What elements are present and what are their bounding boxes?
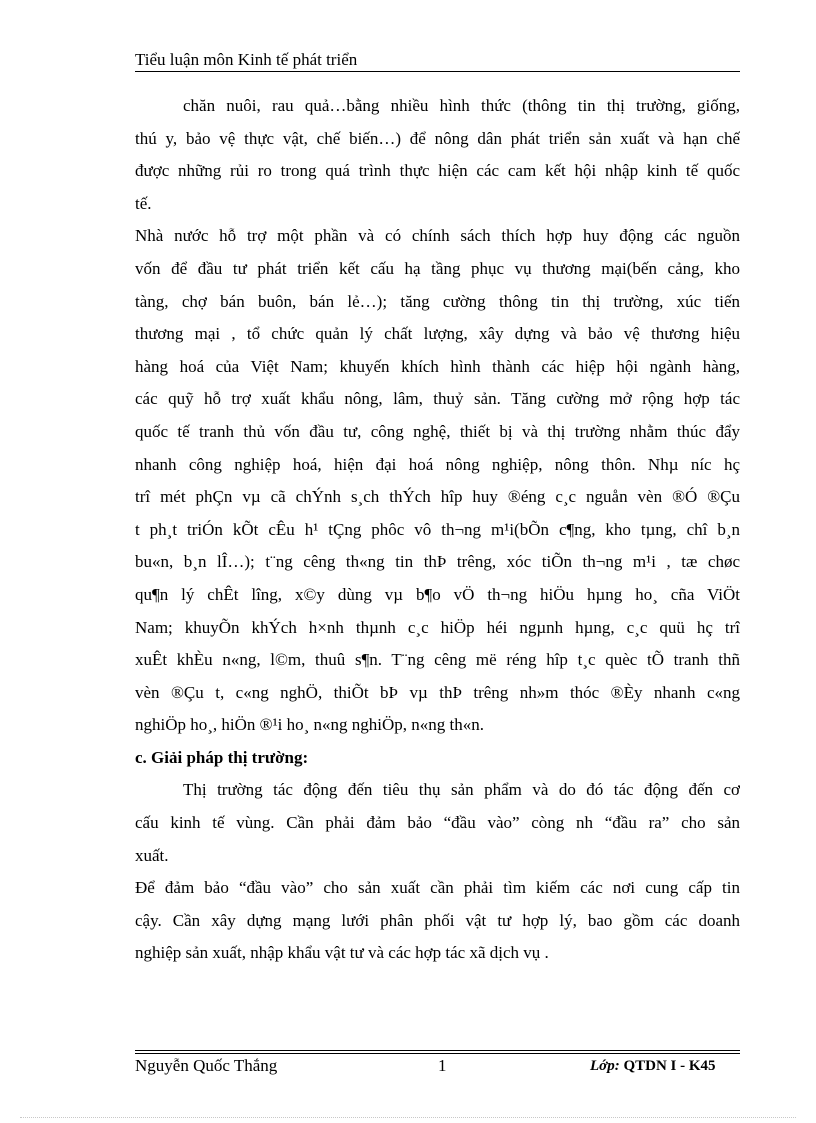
paragraph-line: Để đảm bảo “đầu vào” cho sản xuất cần phải tìm kiếm các nơi cung cấp tin bbox=[135, 878, 740, 898]
paragraph-line: nghiệp sản xuất, nhập khẩu vật tư và các hợp tác xã dịch vụ . bbox=[135, 943, 549, 963]
footer-class bbox=[590, 1056, 716, 1076]
paragraph-line: nghiÖp ho¸, hiÖn ®¹i ho¸ n«ng nghiÖp, n«ng th«n. bbox=[135, 715, 485, 735]
paragraph-line: trî mét phÇn vµ cã chÝnh s¸ch thÝch hîp huy ®éng c¸c nguån vèn ®Ó ®Çu bbox=[135, 487, 740, 507]
paragraph-line: cấu kinh tế vùng. Cần phải đảm bảo “đầu vào” còng nh “đầu ra” cho sản bbox=[135, 813, 740, 833]
paragraph-line: xuất. bbox=[135, 845, 169, 865]
footer-class-label: Lớp: bbox=[590, 1058, 620, 1074]
paragraph-line: được những rủi ro trong quá trình thực hiện các cam kết hội nhập kinh tế quốc bbox=[135, 161, 740, 181]
page-header-title: Tiểu luận môn Kinh tế phát triển bbox=[135, 50, 358, 69]
paragraph-line: xuÊt khÈu n«ng, l©m, thuû s¶n. T¨ng cêng më réng hîp t¸c quèc tÕ tranh thñ bbox=[135, 650, 740, 670]
paragraph-line: tế. bbox=[135, 193, 152, 213]
paragraph-line: Nhà nước hỗ trợ một phần và có chính sách thích hợp huy động các nguồn bbox=[135, 226, 740, 246]
paragraph-line: tàng, chợ bán buôn, bán lẻ…); tăng cường thông tin thị trường, xúc tiến bbox=[135, 291, 740, 311]
header-divider bbox=[135, 71, 740, 72]
paragraph-line: nhanh công nghiệp hoá, hiện đại hoá nông nghiệp, nông thôn. Nhµ níc hç bbox=[135, 454, 740, 474]
footer-page-number: 1 bbox=[438, 1056, 447, 1075]
paragraph-line: bu«n, b¸n lÎ…); t¨ng cêng th«ng tin thÞ trêng, xóc tiÕn th¬ng m¹i , tæ chøc bbox=[135, 552, 740, 572]
section-heading: c. Giải pháp thị trường: bbox=[135, 747, 309, 767]
paragraph-line: các quỹ hỗ trợ xuất khẩu nông, lâm, thuỷ sản. Tăng cường mở rộng hợp tác bbox=[135, 389, 740, 409]
footer-author: Nguyễn Quốc Thắng bbox=[135, 1056, 278, 1075]
paragraph-line: qu¶n lý chÊt lîng, x©y dùng vµ b¶o vÖ th¬ng hiÖu hµng ho¸ cña ViÖt bbox=[135, 584, 740, 604]
paragraph-line: quốc tế tranh thủ vốn đầu tư, công nghệ, thiết bị và thị trường nhằm thúc đẩy bbox=[135, 421, 740, 441]
document-body bbox=[135, 90, 740, 970]
paragraph-line: chăn nuôi, rau quả…bằng nhiều hình thức (thông tin thị trường, giống, bbox=[183, 96, 740, 115]
paragraph-line: hàng hoá của Việt Nam; khuyến khích hình thành các hiệp hội ngành hàng, bbox=[135, 356, 740, 376]
paragraph-line: vốn để đầu tư phát triển kết cấu hạ tầng phục vụ thương mại(bến cảng, kho bbox=[135, 258, 740, 278]
paragraph-line: t ph¸t triÓn kÕt cÊu h¹ tÇng phôc vô th¬ng m¹i(bÕn c¶ng, kho tµng, chî b¸n bbox=[135, 519, 740, 539]
paragraph-line: Thị trường tác động đến tiêu thụ sản phẩm và do đó tác động đến cơ bbox=[183, 780, 740, 800]
paragraph-line: thú y, bảo vệ thực vật, chế biến…) để nông dân phát triển sản xuất và hạn chế bbox=[135, 128, 740, 148]
page-bottom-edge bbox=[20, 1117, 796, 1118]
paragraph-line: Nam; khuyÕn khÝch h×nh thµnh c¸c hiÖp héi ngµnh hµng, c¸c quü hç trî bbox=[135, 617, 740, 637]
footer-divider-bottom bbox=[135, 1053, 740, 1054]
paragraph-line: cậy. Cần xây dựng mạng lưới phân phối vật tư hợp lý, bao gồm các doanh bbox=[135, 910, 740, 930]
footer-divider-top bbox=[135, 1050, 740, 1051]
paragraph-line: vèn ®Çu t, c«ng nghÖ, thiÕt bÞ vµ thÞ trêng nh»m thóc ®Èy nhanh c«ng bbox=[135, 682, 740, 702]
footer-class-value: QTDN I - K45 bbox=[619, 1058, 716, 1074]
paragraph-line: thương mại , tổ chức quản lý chất lượng, xây dựng và bảo vệ thương hiệu bbox=[135, 324, 740, 344]
